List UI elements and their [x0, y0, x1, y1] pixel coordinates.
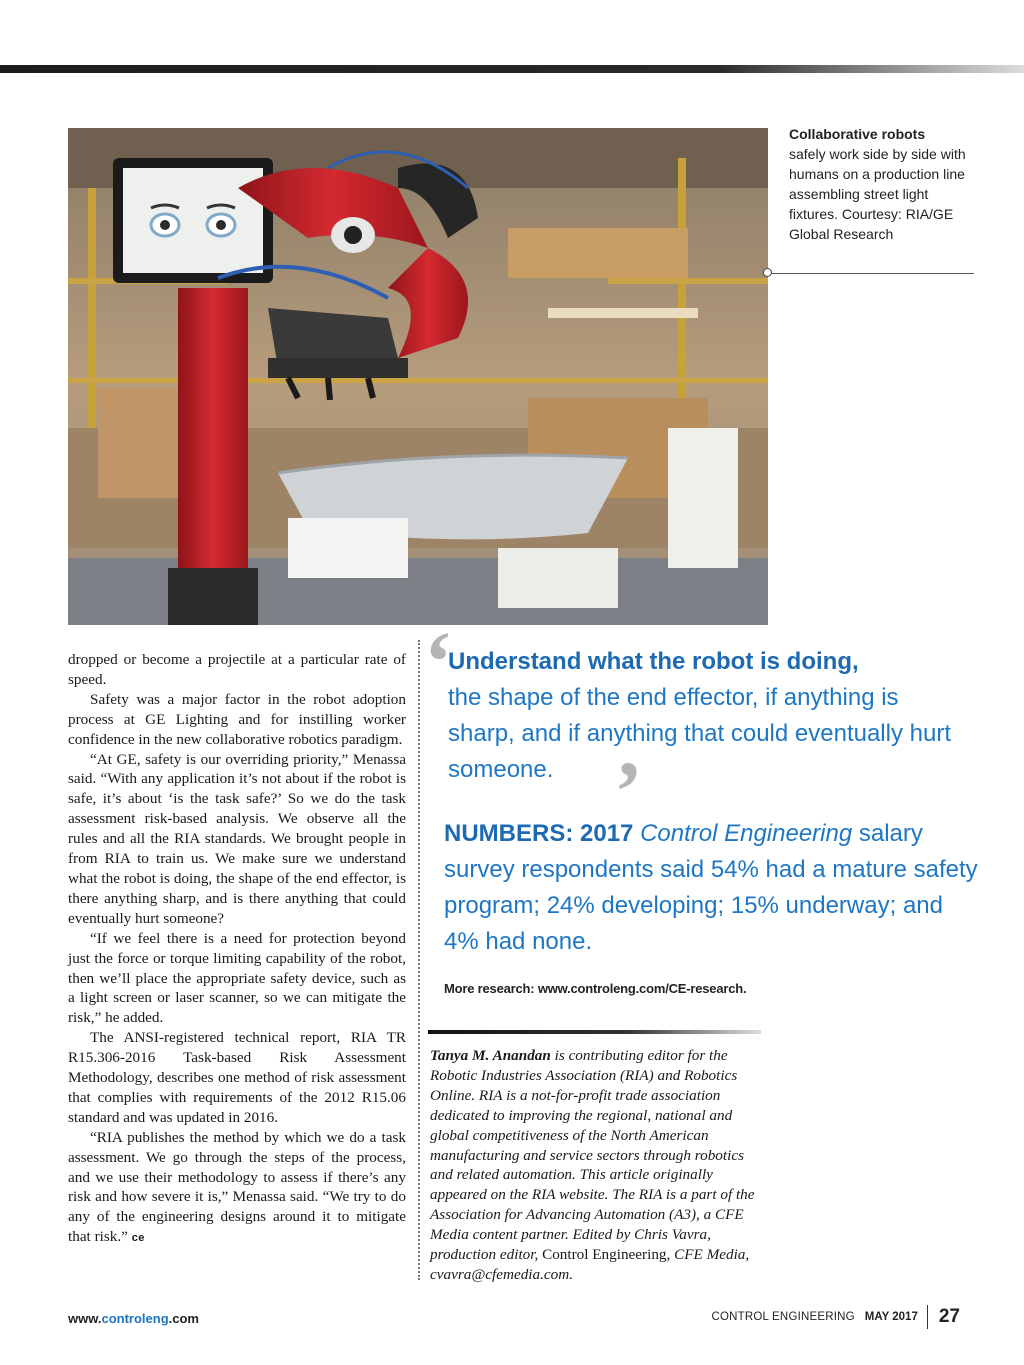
numbers-label: NUMBERS: 2017 — [444, 820, 634, 847]
numbers-publication: Control Engineering — [640, 820, 853, 847]
footer-url-prefix: www. — [68, 1311, 102, 1326]
body-paragraph: dropped or become a projectile at a particular rate of speed. — [68, 651, 406, 688]
footer-separator — [927, 1305, 928, 1329]
caption-leader-dot — [763, 268, 772, 277]
top-rule — [0, 65, 1024, 73]
body-paragraph: “At GE, safety is our overriding priority,” Menassa said. “With any application it’s not about if the robot is safe, it’s about ‘is the task safe?’ So we do the task assessment risk-based analysis. We observe all the rules and all the RIA standards. We brought people in from RIA to train us. We make sure we understand what the robot is doing, the shape of the end effector, is there anything sharp, and is there anything that could eventually hurt someone? — [68, 750, 406, 927]
body-column — [68, 650, 406, 1249]
robot-photo — [68, 128, 768, 625]
page-number: 27 — [938, 1306, 960, 1327]
pull-quote-lead: Understand what the robot is doing, — [448, 648, 859, 675]
footer-magazine: CONTROL ENGINEERING — [711, 1311, 855, 1323]
open-quote-mark: ‘ — [424, 613, 453, 709]
close-quote-mark: ’ — [614, 743, 643, 839]
caption-title: Collaborative robots — [789, 126, 926, 142]
author-name: Tanya M. Anandan — [430, 1047, 551, 1064]
bio-rule — [428, 1030, 761, 1034]
footer-url[interactable] — [68, 1311, 199, 1326]
caption-text: safely work side by side with humans on a production line assembling street light fixtures. Courtesy: RIA/GE Global Research — [789, 146, 966, 242]
column-divider — [418, 640, 420, 1280]
pull-quote — [448, 644, 968, 788]
bio-publication: Control Engineering, — [542, 1246, 671, 1264]
footer-url-accent: controleng — [101, 1311, 169, 1326]
footer-folio — [711, 1305, 960, 1329]
footer-url-suffix: .com — [168, 1311, 199, 1326]
footer-date: MAY 2017 — [864, 1311, 918, 1323]
body-paragraph: “RIA publishes the method by which we do a task assessment. We go through the steps of the process, and we use their methodology to assess if there’s any risk and how severe it is,” Menassa said. “We try to do any of the engineering designs around it to mitigate that risk.” — [68, 1128, 406, 1246]
numbers-text: salary survey respondents said 54% had a mature safety program; 24% developing; 15% underway; and 4% had none. — [444, 820, 978, 955]
body-paragraph: Safety was a major factor in the robot adoption process at GE Lighting and for instilling worker confidence in the new collaborative robotics paradigm. — [68, 690, 406, 748]
ce-end-mark: ce — [131, 1232, 145, 1245]
numbers-callout — [444, 816, 984, 960]
body-paragraph: The ANSI-registered technical report, RIA TR R15.306-2016 Task-based Risk Assessment Methodology, describes one method of risk assessment that complies with requirements of the 2012 R15.06 standard and was updated in 2016. — [68, 1029, 406, 1126]
pull-quote-text: the shape of the end effector, if anything is sharp, and if anything that could eventually hurt someone. — [448, 684, 951, 783]
photo-caption — [789, 124, 979, 244]
caption-leader-line — [769, 273, 974, 274]
bio-contact: CFE Media, cvavra@cfemedia.com. — [430, 1246, 750, 1283]
more-research-link[interactable]: More research: www.controleng.com/CE-research. — [444, 981, 747, 996]
author-bio — [430, 1046, 770, 1285]
bio-text: is contributing editor for the Robotic Industries Association (RIA) and Robotics Online. RIA is a not-for-profit trade association dedicated to improving the regional, national and global competitiveness of the North American manufacturing and service sectors through robotics and related automation. This article originally appeared on the RIA website. The RIA is a part of the Association for Advancing Automation (A3), a CFE Media content partner. Edited by Chris Vavra, production editor, — [430, 1047, 755, 1264]
body-paragraph: “If we feel there is a need for protection beyond just the force or torque limiting capability of the robot, then we’ll place the appropriate safety device, such as a light screen or laser scanner, so we can mitigate the risk,” he added. — [68, 929, 406, 1027]
